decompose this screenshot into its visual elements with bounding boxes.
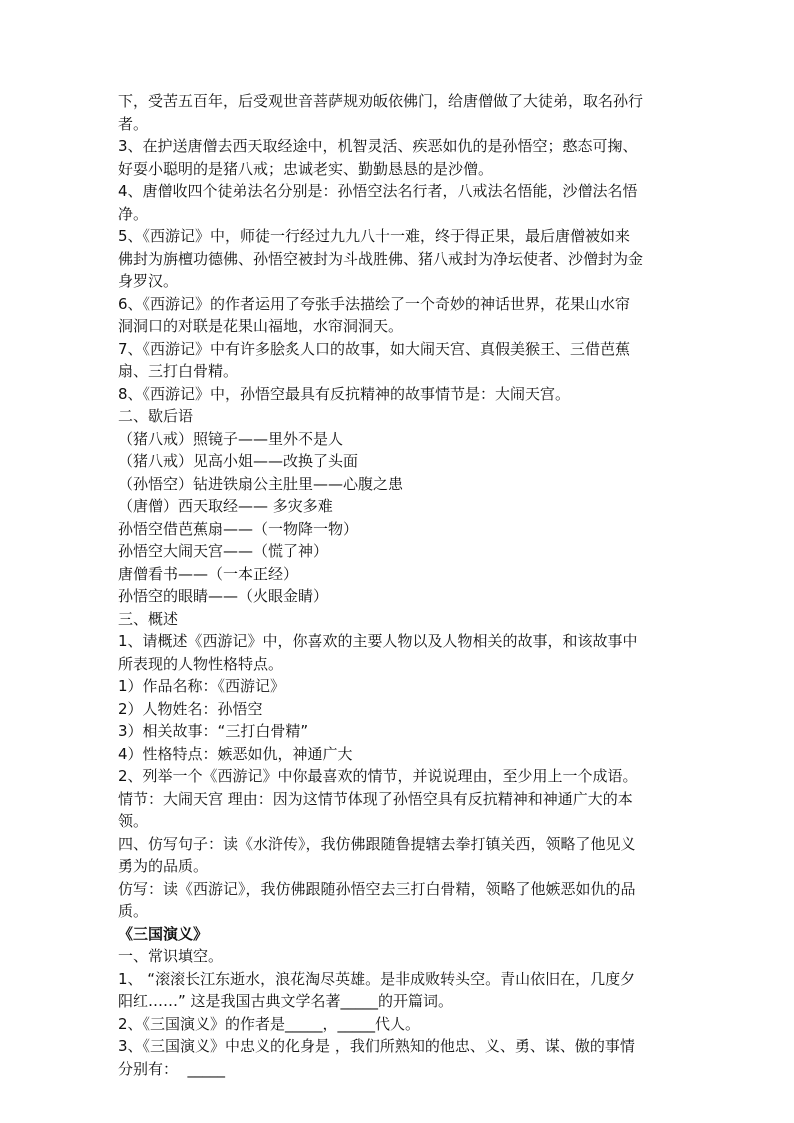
text-line: 1）作品名称：《西游记》: [118, 677, 286, 695]
text-line: 佛封为旃檀功德佛、孙悟空被封为斗战胜佛、猪八戒封为净坛使者、沙僧封为金: [118, 249, 644, 268]
text-line: 3）相关故事：“三打白骨精”: [118, 722, 309, 740]
text-line: 洞洞口的对联是花果山福地，水帘洞洞天。: [118, 317, 404, 335]
text-line: 7、《西游记》中有许多脍炙人口的故事，如大闹天宫、真假美猴王、三借芭蕉: [118, 339, 631, 358]
text-line: 仿写：读《西游记》，我仿佛跟随孙悟空去三打白骨精，领略了他嫉恶如仇的品: [118, 879, 636, 898]
text-line: 2）人物姓名：孙悟空: [118, 699, 263, 718]
section-heading: 《三国演义》: [118, 924, 209, 943]
text-line: 2、列举一个《西游记》中你最喜欢的情节，并说说理由，至少用上一个成语。: [118, 767, 638, 785]
text-line: 孙悟空借芭蕉扇——（一物降一物）: [118, 519, 359, 538]
text-line: 勇为的品质。: [118, 857, 209, 875]
text-line: 一、常识填空。: [118, 947, 224, 965]
document-page: [118, 90, 678, 1080]
text-line: 阳红……” 这是我国古典文学名著_____的开篇词。: [118, 992, 454, 1010]
text-line: 净。: [118, 204, 149, 223]
text-line: 3、《三国演义》中忠义的化身是 ，我们所熟知的他忠、义、勇、谋、傲的事情: [118, 1037, 635, 1055]
text-line: 三、概述: [118, 609, 179, 628]
text-line: 孙悟空的眼睛——（火眼金睛）: [118, 587, 329, 605]
text-line: 4）性格特点：嫉恶如仇，神通广大: [118, 744, 353, 763]
text-line: （孙悟空）钻进铁扇公主肚里——心腹之患: [118, 474, 404, 493]
text-line: 二、歇后语: [118, 407, 194, 425]
text-line: 所表现的人物性格特点。: [118, 654, 284, 673]
text-line: 4、唐僧收四个徒弟法名分别是：孙悟空法名行者，八戒法名悟能，沙僧法名悟: [118, 182, 638, 200]
text-line: 扇、三打白骨精。: [118, 362, 239, 380]
text-line: 分别有： _____: [118, 1059, 226, 1078]
text-line: 好耍小聪明的是猪八戒；忠诚老实、勤勤恳恳的是沙僧。: [118, 159, 494, 178]
text-line: 唐僧看书——（一本正经）: [118, 564, 299, 583]
text-line: 孙悟空大闹天宫——（慌了神）: [118, 542, 329, 560]
text-line: 者。: [118, 114, 149, 133]
text-line: 8、《西游记》中，孙悟空最具有反抗精神的故事情节是：大闹天宫。: [118, 384, 571, 403]
text-line: 情节：大闹天宫 理由：因为这情节体现了孙悟空具有反抗精神和神通广大的本: [118, 789, 633, 808]
text-line: 2、《三国演义》的作者是_____，_____代人。: [118, 1014, 421, 1033]
text-line: 1、请概述《西游记》中，你喜欢的主要人物以及人物相关的故事，和该故事中: [118, 632, 638, 650]
text-line: （猪八戒）照镜子——里外不是人: [118, 429, 344, 448]
text-line: （唐僧）西天取经—— 多灾多难: [118, 497, 333, 515]
text-line: 质。: [118, 902, 149, 920]
text-line: 6、《西游记》的作者运用了夸张手法描绘了一个奇妙的神话世界，花果山水帘: [118, 294, 631, 313]
text-line: 3、在护送唐僧去西天取经途中，机智灵活、疾恶如仇的是孙悟空；憨态可掬、: [118, 137, 638, 155]
text-line: 领。: [118, 812, 149, 830]
text-line: 下，受苦五百年，后受观世音菩萨规劝皈依佛门，给唐僧做了大徒弟，取名孙行: [118, 92, 644, 110]
text-line: 四、仿写句子：读《水浒传》，我仿佛跟随鲁提辖去拳打镇关西，领略了他见义: [118, 834, 636, 853]
text-line: 1、 “滚滚长江东逝水，浪花淘尽英雄。是非成败转头空。青山依旧在，几度夕: [118, 969, 636, 988]
text-line: 身罗汉。: [118, 272, 179, 290]
text-line: 5、《西游记》中，师徒一行经过九九八十一难，终于得正果，最后唐僧被如来: [118, 227, 631, 245]
text-line: （猪八戒）见高小姐——改换了头面: [118, 452, 359, 470]
